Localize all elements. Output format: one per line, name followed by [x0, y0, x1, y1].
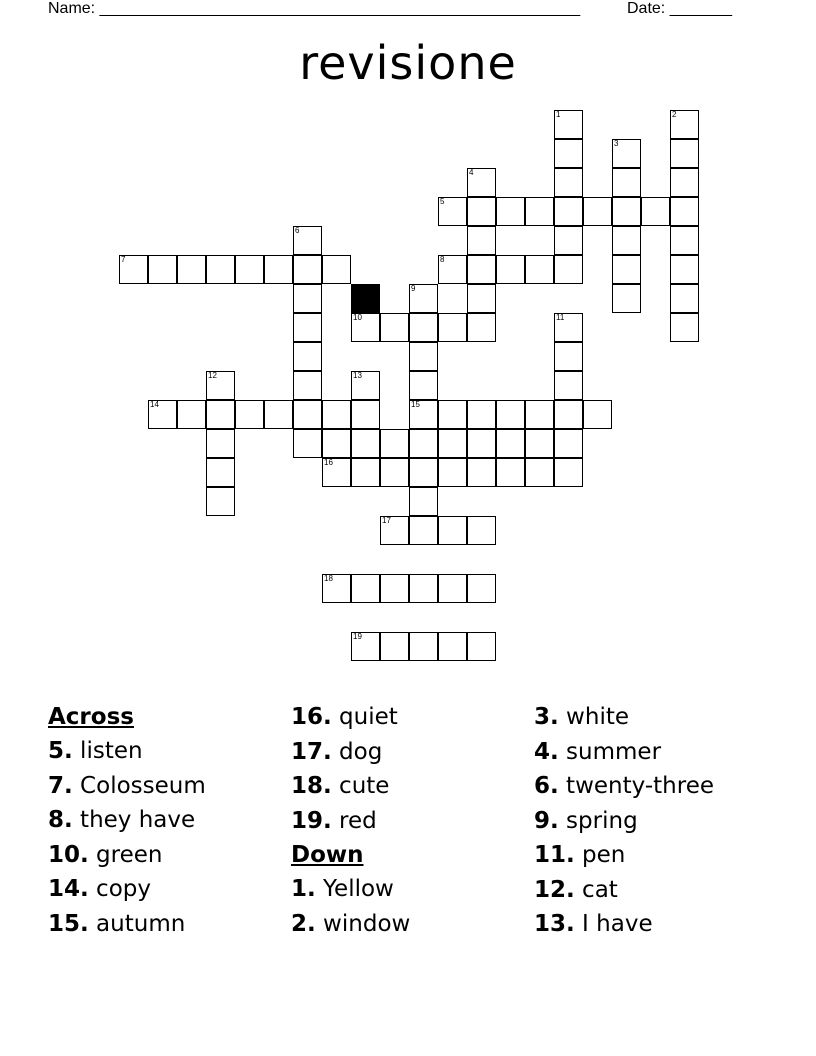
clue-text: red [331, 807, 377, 834]
clue-item [48, 840, 206, 875]
grid-cell[interactable] [612, 255, 641, 284]
grid-cell[interactable] [293, 255, 322, 284]
clue-number-label: 8 [440, 255, 445, 264]
clue-item [534, 737, 714, 772]
clue-number-label: 11 [556, 313, 565, 322]
grid-cell[interactable] [438, 197, 467, 226]
name-line: ______________________________________________________ [99, 0, 581, 17]
clue-item [291, 702, 410, 737]
grid-cell[interactable] [380, 458, 409, 487]
grid-cell[interactable] [409, 284, 438, 313]
grid-cell[interactable] [438, 255, 467, 284]
grid-cell[interactable] [467, 458, 496, 487]
grid-cell[interactable] [177, 255, 206, 284]
grid-cell[interactable] [496, 255, 525, 284]
grid-cell[interactable] [351, 400, 380, 429]
clue-number-label: 14 [150, 400, 159, 409]
grid-cell[interactable] [554, 197, 583, 226]
grid-cell[interactable] [206, 429, 235, 458]
grid-cell[interactable] [206, 458, 235, 487]
clue-column-2 [291, 702, 410, 943]
grid-cell[interactable] [612, 139, 641, 168]
clue-text: Colosseum [72, 772, 206, 799]
grid-cell[interactable] [670, 110, 699, 139]
grid-cell[interactable] [293, 400, 322, 429]
grid-cell[interactable] [409, 516, 438, 545]
clue-item [534, 702, 714, 737]
clue-number: 13. [534, 911, 575, 937]
grid-cell[interactable] [554, 139, 583, 168]
date-line: _______ [669, 0, 732, 17]
clue-number: 15. [48, 910, 89, 937]
date-label: Date: [627, 0, 666, 17]
grid-cell[interactable] [612, 284, 641, 313]
grid-cell[interactable] [670, 226, 699, 255]
clue-text: summer [558, 738, 662, 765]
clue-text: they have [72, 807, 196, 833]
clue-number: 9. [534, 807, 559, 834]
grid-cell[interactable] [351, 429, 380, 458]
page-title: revisione [299, 36, 517, 90]
clue-text: Yellow [315, 876, 394, 902]
across-heading: Across [48, 704, 134, 730]
grid-cell[interactable] [583, 400, 612, 429]
clue-text: quiet [331, 704, 398, 730]
grid-cell[interactable] [525, 197, 554, 226]
clue-item [291, 874, 410, 909]
grid-cell[interactable] [409, 429, 438, 458]
grid-cell[interactable] [148, 400, 177, 429]
clue-number-label: 13 [353, 371, 362, 380]
clue-text: copy [88, 876, 151, 902]
clue-number: 19. [291, 807, 332, 834]
clue-number-label: 7 [121, 255, 126, 264]
clue-number: 16. [291, 704, 332, 730]
grid-cell[interactable] [467, 574, 496, 603]
grid-cell[interactable] [467, 255, 496, 284]
grid-cell[interactable] [467, 197, 496, 226]
grid-cell[interactable] [554, 168, 583, 197]
clue-number-label: 2 [672, 110, 677, 119]
grid-cell[interactable] [438, 516, 467, 545]
grid-cell[interactable] [612, 197, 641, 226]
clue-number-label: 10 [353, 313, 362, 322]
grid-cell[interactable] [467, 429, 496, 458]
clue-item [291, 806, 410, 841]
clue-number-label: 5 [440, 197, 445, 206]
clue-number-label: 1 [556, 110, 561, 119]
clue-number: 17. [291, 738, 332, 765]
clue-text: white [558, 704, 630, 730]
clue-number: 5. [48, 738, 73, 764]
clue-text: window [315, 910, 411, 937]
grid-cell[interactable] [467, 400, 496, 429]
grid-cell[interactable] [409, 342, 438, 371]
grid-cell[interactable] [322, 400, 351, 429]
clue-text: autumn [88, 910, 186, 937]
grid-cell[interactable] [380, 429, 409, 458]
clue-number: 3. [534, 704, 559, 730]
grid-cell[interactable] [438, 429, 467, 458]
clue-number: 1. [291, 876, 316, 902]
clue-number: 7. [48, 772, 73, 799]
grid-cell[interactable] [554, 313, 583, 342]
grid-cell[interactable] [670, 313, 699, 342]
grid-cell[interactable] [670, 168, 699, 197]
grid-cell[interactable] [496, 458, 525, 487]
clue-item [534, 875, 714, 910]
grid-cell[interactable] [467, 632, 496, 661]
grid-cell[interactable] [119, 255, 148, 284]
grid-cell[interactable] [351, 574, 380, 603]
grid-cell[interactable] [380, 516, 409, 545]
grid-cell[interactable] [409, 313, 438, 342]
clue-item [48, 874, 206, 909]
clue-item [48, 909, 206, 944]
clue-item [48, 771, 206, 806]
clue-number-label: 6 [295, 226, 300, 235]
grid-cell[interactable] [438, 574, 467, 603]
grid-cell[interactable] [612, 168, 641, 197]
clue-text: cute [331, 773, 390, 799]
grid-cell[interactable] [525, 255, 554, 284]
grid-cell[interactable] [409, 632, 438, 661]
grid-cell[interactable] [409, 458, 438, 487]
clue-column-3 [534, 702, 714, 944]
grid-cell[interactable] [235, 255, 264, 284]
grid-cell[interactable] [293, 429, 322, 458]
grid-cell[interactable] [206, 255, 235, 284]
clue-number: 12. [534, 876, 575, 903]
grid-cell[interactable] [496, 400, 525, 429]
clue-item [291, 909, 410, 944]
clue-number: 10. [48, 841, 89, 868]
grid-cell[interactable] [438, 632, 467, 661]
clue-item [48, 805, 206, 840]
grid-cell[interactable] [293, 284, 322, 313]
grid-cell[interactable] [206, 487, 235, 516]
grid-cell[interactable] [380, 313, 409, 342]
grid-cell[interactable] [148, 255, 177, 284]
clue-number-label: 9 [411, 284, 416, 293]
grid-cell[interactable] [554, 458, 583, 487]
grid-cell[interactable] [351, 458, 380, 487]
grid-cell[interactable] [467, 313, 496, 342]
clue-text: listen [72, 738, 143, 764]
grid-cell[interactable] [293, 371, 322, 400]
clue-item [291, 771, 410, 806]
clue-text: dog [331, 738, 383, 765]
down-heading: Down [291, 842, 364, 868]
grid-cell[interactable] [670, 139, 699, 168]
grid-cell[interactable] [351, 371, 380, 400]
clue-number-label: 4 [469, 168, 474, 177]
grid-cell[interactable] [670, 197, 699, 226]
grid-cell[interactable] [496, 197, 525, 226]
clue-text: pen [574, 842, 626, 868]
grid-cell[interactable] [467, 516, 496, 545]
grid-cell[interactable] [264, 255, 293, 284]
grid-cell[interactable] [351, 632, 380, 661]
grid-cell[interactable] [496, 429, 525, 458]
grid-cell[interactable] [554, 400, 583, 429]
clue-number-label: 17 [382, 516, 391, 525]
clue-number: 8. [48, 807, 73, 833]
grid-cell[interactable] [409, 574, 438, 603]
grid-cell[interactable] [177, 400, 206, 429]
clue-text: I have [574, 911, 653, 937]
clue-number-label: 16 [324, 458, 333, 467]
grid-cell[interactable] [351, 313, 380, 342]
grid-cell[interactable] [438, 400, 467, 429]
grid-cell[interactable] [554, 371, 583, 400]
grid-cell[interactable] [380, 632, 409, 661]
grid-cell[interactable] [554, 255, 583, 284]
grid-cell[interactable] [409, 371, 438, 400]
clue-item [534, 771, 714, 806]
clue-number: 4. [534, 738, 559, 765]
grid-cell[interactable] [467, 226, 496, 255]
clue-number-label: 19 [353, 632, 362, 641]
clue-number: 18. [291, 773, 332, 799]
grid-cell[interactable] [438, 458, 467, 487]
grid-cell[interactable] [641, 197, 670, 226]
clue-number-label: 18 [324, 574, 333, 583]
grid-cell[interactable] [670, 255, 699, 284]
grid-cell[interactable] [293, 313, 322, 342]
grid-cell[interactable] [380, 574, 409, 603]
clue-number: 11. [534, 842, 575, 868]
clue-column-1 [48, 702, 206, 943]
grid-cell[interactable] [612, 226, 641, 255]
clue-number: 6. [534, 773, 559, 799]
grid-cell[interactable] [322, 458, 351, 487]
grid-cell[interactable] [409, 487, 438, 516]
grid-cell[interactable] [438, 313, 467, 342]
grid-cell[interactable] [322, 255, 351, 284]
grid-cell[interactable] [554, 342, 583, 371]
name-label: Name: [48, 0, 96, 17]
grid-cell[interactable] [322, 574, 351, 603]
grid-cell[interactable] [554, 110, 583, 139]
clue-item [534, 909, 714, 944]
clue-text: twenty-three [558, 773, 714, 799]
clue-text: cat [574, 876, 618, 903]
grid-cell[interactable] [235, 400, 264, 429]
grid-cell[interactable] [554, 429, 583, 458]
clue-number: 2. [291, 910, 316, 937]
clue-number-label: 12 [208, 371, 217, 380]
grid-cell[interactable] [467, 284, 496, 313]
clue-number: 14. [48, 876, 89, 902]
grid-cell[interactable] [554, 226, 583, 255]
grid-cell[interactable] [525, 458, 554, 487]
grid-cell[interactable] [409, 400, 438, 429]
clue-item [534, 806, 714, 841]
grid-cell[interactable] [525, 400, 554, 429]
grid-cell[interactable] [264, 400, 293, 429]
clue-item [534, 840, 714, 875]
grid-cell[interactable] [293, 226, 322, 255]
grid-cell[interactable] [293, 342, 322, 371]
clue-text: green [88, 841, 163, 868]
grid-cell[interactable] [583, 197, 612, 226]
grid-cell[interactable] [322, 429, 351, 458]
grid-cell[interactable] [670, 284, 699, 313]
grid-cell[interactable] [525, 429, 554, 458]
clue-item [48, 736, 206, 771]
grid-cell[interactable] [206, 371, 235, 400]
clue-number-label: 3 [614, 139, 619, 148]
black-cell [351, 284, 380, 313]
grid-cell[interactable] [206, 400, 235, 429]
clue-number-label: 15 [411, 400, 420, 409]
clue-item [291, 737, 410, 772]
grid-cell[interactable] [467, 168, 496, 197]
clue-text: spring [558, 807, 638, 834]
